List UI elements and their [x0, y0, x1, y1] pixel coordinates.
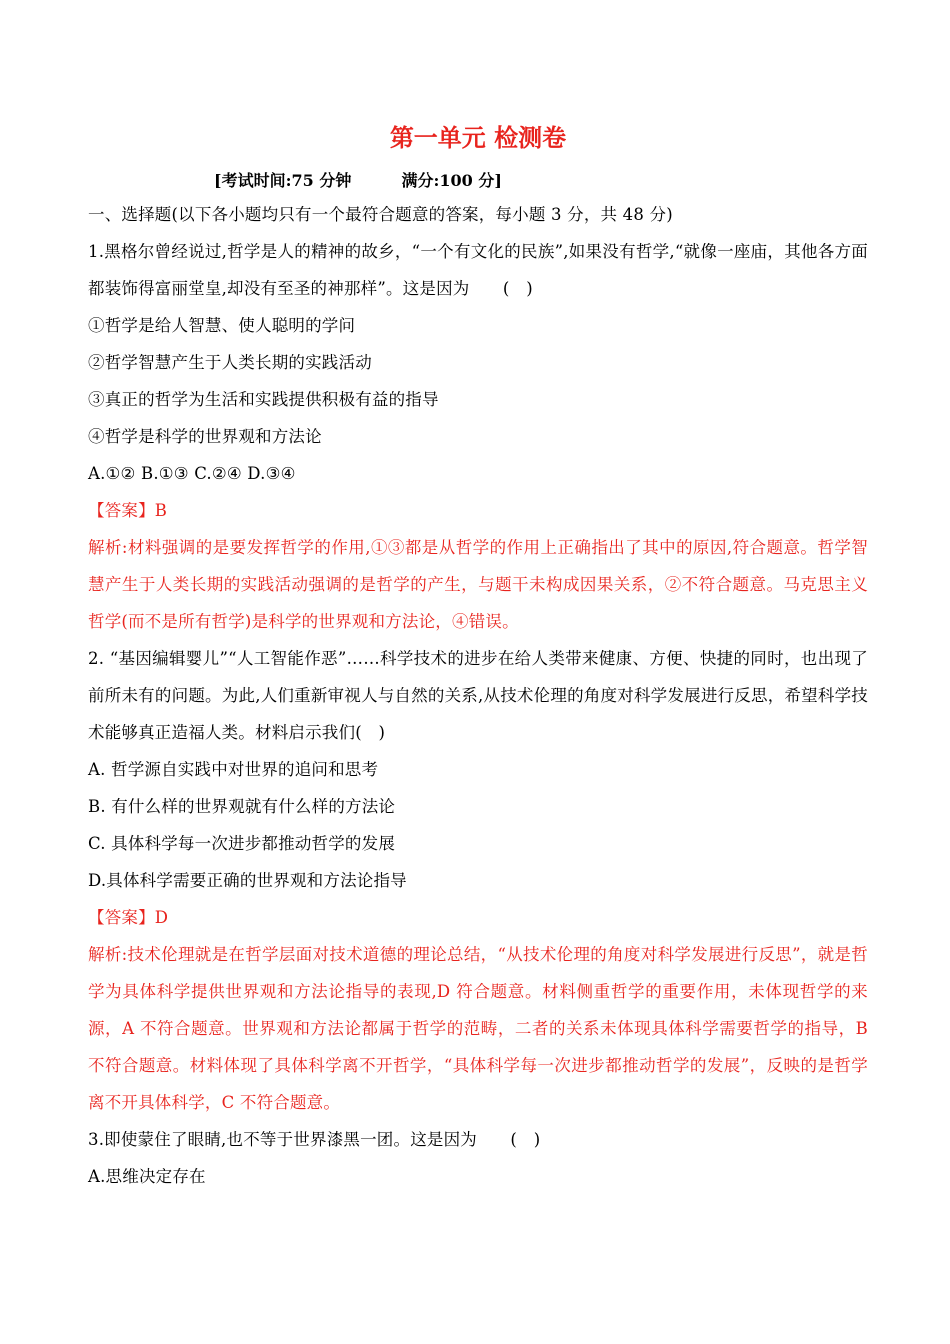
question-1-option-4: ④哲学是科学的世界观和方法论 [88, 427, 322, 446]
question-2-analysis: 解析:技术伦理就是在哲学层面对技术道德的理论总结，“从技术伦理的角度对科学发展进行反思”，就是哲学为具体科学提供世界观和方法论指导的表现,D 符合题意。材料侧重哲学的重要作用，未体现哲学的来源，A 不符合题意。世界观和方法论都属于哲学的范畴，二者的关系未体现具体科学需要哲学的指导，B 不符合题意。材料体现了具体科学离不开哲学，“具体科学每一次进步都推动哲学的发展”，反映的是哲学离不开具体科学，C 不符合题意。 [88, 945, 868, 1112]
question-2-stem: 2. “基因编辑婴儿”“人工智能作恶”……科学技术的进步在给人类带来健康、方便、快捷的同时，也出现了前所未有的问题。为此,人们重新审视人与自然的关系,从技术伦理的角度对科学发展进行反思，希望科学技术能够真正造福人类。材料启示我们( ) [88, 649, 868, 742]
document-content [88, 118, 868, 1195]
question-1-answer: 【答案】B [88, 501, 168, 520]
question-1-option-1: ①哲学是给人智慧、使人聪明的学问 [88, 316, 356, 335]
exam-meta: [考试时间:75 分钟 满分:100 分] [214, 171, 502, 190]
question-2-answer: 【答案】D [88, 908, 169, 927]
question-1-option-3: ③真正的哲学为生活和实践提供积极有益的指导 [88, 390, 439, 409]
question-2-option-d: D.具体科学需要正确的世界观和方法论指导 [88, 871, 407, 890]
question-2-option-c: C. 具体科学每一次进步都推动哲学的发展 [88, 834, 396, 853]
question-3-stem: 3.即使蒙住了眼睛,也不等于世界漆黑一团。这是因为 ( ) [88, 1130, 541, 1149]
question-1-analysis: 解析:材料强调的是要发挥哲学的作用,①③都是从哲学的作用上正确指出了其中的原因,符合题意。哲学智慧产生于人类长期的实践活动强调的是哲学的产生，与题干未构成因果关系，②不符合题意。马克思主义哲学(而不是所有哲学)是科学的世界观和方法论，④错误。 [88, 538, 868, 631]
question-3-option-a: A.思维决定存在 [88, 1167, 206, 1186]
section-heading: 一、选择题(以下各小题均只有一个最符合题意的答案，每小题 3 分，共 48 分) [88, 205, 673, 224]
question-2-option-a: A. 哲学源自实践中对世界的追问和思考 [88, 760, 379, 779]
question-2-option-b: B. 有什么样的世界观就有什么样的方法论 [88, 797, 396, 816]
question-1-choices: A.①② B.①③ C.②④ D.③④ [88, 464, 296, 483]
question-1-option-2: ②哲学智慧产生于人类长期的实践活动 [88, 353, 372, 372]
page-title: 第一单元 检测卷 [389, 123, 567, 152]
question-1-stem: 1.黑格尔曾经说过,哲学是人的精神的故乡，“一个有文化的民族”,如果没有哲学,“就像一座庙，其他各方面都装饰得富丽堂皇,却没有至圣的神那样”。这是因为 ( ) [88, 242, 868, 298]
